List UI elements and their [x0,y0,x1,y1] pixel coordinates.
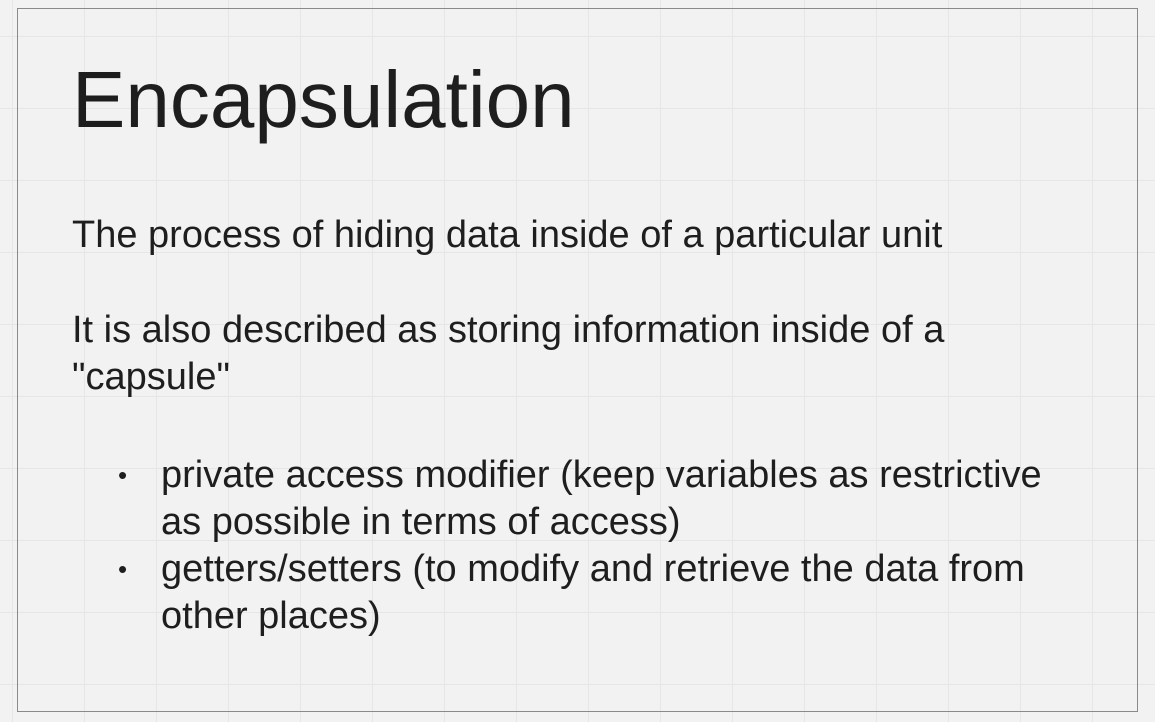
slide-paragraph-definition: The process of hiding data inside of a particular unit [72,214,943,256]
bullet-text-getters-setters: getters/setters (to modify and retrieve the data from other places) [161,548,1025,637]
bullet-icon: • [118,554,128,584]
slide-paragraph-capsule: It is also described as storing information inside of a "capsule" [72,309,945,398]
slide-title: Encapsulation [72,55,575,144]
list-item [72,452,1052,546]
bullet-text-private-access: private access modifier (keep variables as restrictive as possible in terms of access) [161,454,1042,543]
list-item [72,546,1052,640]
bullet-icon: • [118,460,128,490]
bullet-list [72,452,1052,640]
